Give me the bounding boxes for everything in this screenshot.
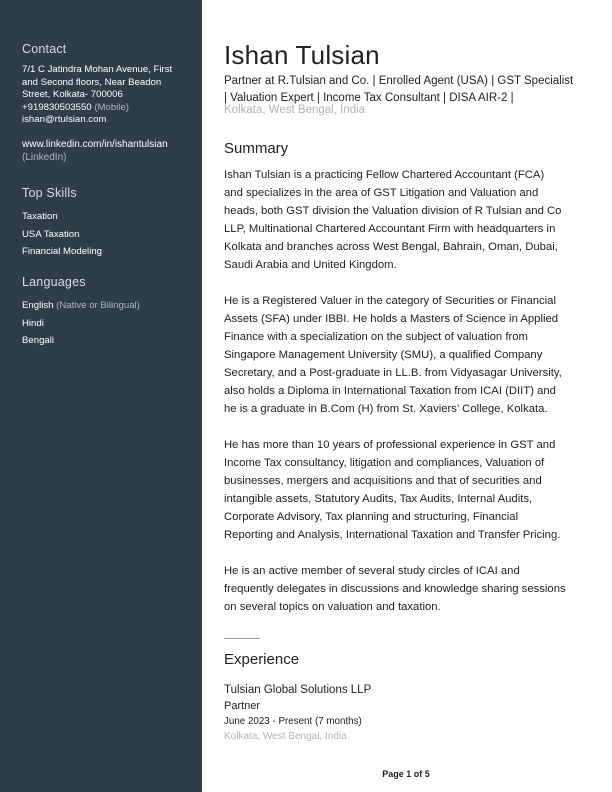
language-item — [22, 315, 190, 333]
linkedin-link[interactable]: www.linkedin.com/in/ishantulsian — [22, 139, 168, 150]
summary-line: businesses, mergers and acquisitions and that of securities and — [224, 475, 542, 487]
summary-paragraph — [224, 292, 592, 418]
summary-line: frequently delegates in discussions and knowledge sharing sessions — [224, 583, 566, 595]
summary-line: Singapore Management University (SMU), a qualified Company — [224, 349, 543, 361]
contact-phone — [22, 102, 190, 115]
summary-line: Reporting and Analysis, International Taxation and Transfer Pricing. — [224, 529, 561, 541]
summary-line: on several topics on valuation and taxation. — [224, 601, 441, 613]
summary-line: Assets (SFA) under IBBI. He holds a Masters of Science in Applied — [224, 313, 559, 325]
contact-address — [22, 64, 190, 127]
address-line: 7/1 C Jatindra Mohan Avenue, First — [22, 64, 173, 75]
summary-line: Income Tax consultancy, litigation and compliances, Valuation of — [224, 457, 545, 469]
headline-line: Partner at R.Tulsian and Co. | Enrolled Agent (USA) | GST Specialist — [224, 75, 574, 87]
summary-paragraph — [224, 436, 592, 544]
language-item — [22, 297, 190, 315]
summary-line: He is an active member of several study circles of ICAI and — [224, 565, 520, 577]
headline-line: | Valuation Expert | Income Tax Consultant | DISA AIR-2 | — [224, 91, 514, 104]
summary-line: He is a Registered Valuer in the category of Securities or Financial — [224, 295, 556, 307]
profile-name: Ishan Tulsian — [224, 40, 380, 70]
experience-location: Kolkata, West Bengal, India — [224, 731, 347, 742]
experience-heading: Experience — [224, 651, 300, 668]
language-name: Hindi — [22, 317, 44, 329]
contact-email[interactable]: ishan@rtulsian.com — [22, 114, 107, 126]
linkedin-block — [22, 139, 190, 164]
linkedin-label: (LinkedIn) — [22, 151, 67, 163]
skill-item: Taxation — [22, 211, 58, 222]
phone-number[interactable]: +919830503550 — [22, 101, 92, 113]
experience-dates: June 2023 - Present (7 months) — [224, 716, 362, 727]
summary-line: Corporate Advisory, Tax planning and structuring, Financial — [224, 511, 519, 523]
summary-line: LLP, Multinational Chartered Accountant Firm with headquarters in — [224, 223, 556, 235]
summary-line: he is a graduate in B.Com (H) from St. Xaviers’ College, Kolkata. — [224, 403, 548, 415]
summary-line: Saudi Arabia and United Kingdom. — [224, 259, 397, 271]
skills-heading: Top Skills — [22, 186, 77, 200]
summary-line: and specializes in the area of GST Litigation and Valuation and — [224, 187, 539, 199]
summary-line: also holds a Diploma in International Taxation from ICAI (DIIT) and — [224, 385, 556, 397]
language-name: Bengali — [22, 335, 55, 346]
summary-line: Kolkata and branches across West Bengal, Bahrain, Oman, Dubai, — [224, 241, 558, 253]
contact-heading: Contact — [22, 42, 67, 56]
languages-heading: Languages — [22, 275, 86, 289]
summary-line: Secretary, and a Post-graduate in LL.B. from Vidyasagar University, — [224, 367, 562, 379]
section-divider — [224, 638, 260, 639]
profile-headline — [224, 73, 594, 106]
address-line: Street, Kolkata- 700006 — [22, 89, 123, 101]
phone-label: (Mobile) — [94, 101, 129, 113]
profile-location: Kolkata, West Bengal, India — [224, 104, 366, 116]
language-name: English — [22, 300, 54, 311]
summary-line: heads, both GST division the Valuation division of R Tulsian and Co — [224, 205, 562, 217]
language-level: (Native or Bilingual) — [56, 300, 140, 311]
page-number: Page 1 of 5 — [382, 769, 430, 779]
summary-paragraph — [224, 562, 592, 616]
address-line: and Second floors, Near Beadon — [22, 76, 162, 88]
summary-line: intangible assets, Statutory Audits, Tax Audits, Internal Audits, — [224, 493, 533, 505]
experience-company: Tulsian Global Solutions LLP — [224, 684, 372, 696]
skill-item: USA Taxation — [22, 228, 80, 240]
summary-line: Ishan Tulsian is a practicing Fellow Chartered Accountant (FCA) — [224, 169, 545, 181]
summary-line: He has more than 10 years of professional experience in GST and — [224, 439, 556, 451]
experience-title: Partner — [224, 700, 261, 712]
summary-paragraph — [224, 166, 592, 274]
skills-list — [22, 208, 190, 261]
summary-line: Finance with a specialization on the subject of valuation from — [224, 331, 528, 343]
languages-list — [22, 297, 190, 350]
language-item — [22, 332, 190, 350]
summary-heading: Summary — [224, 140, 289, 157]
skill-item: Financial Modeling — [22, 246, 102, 257]
